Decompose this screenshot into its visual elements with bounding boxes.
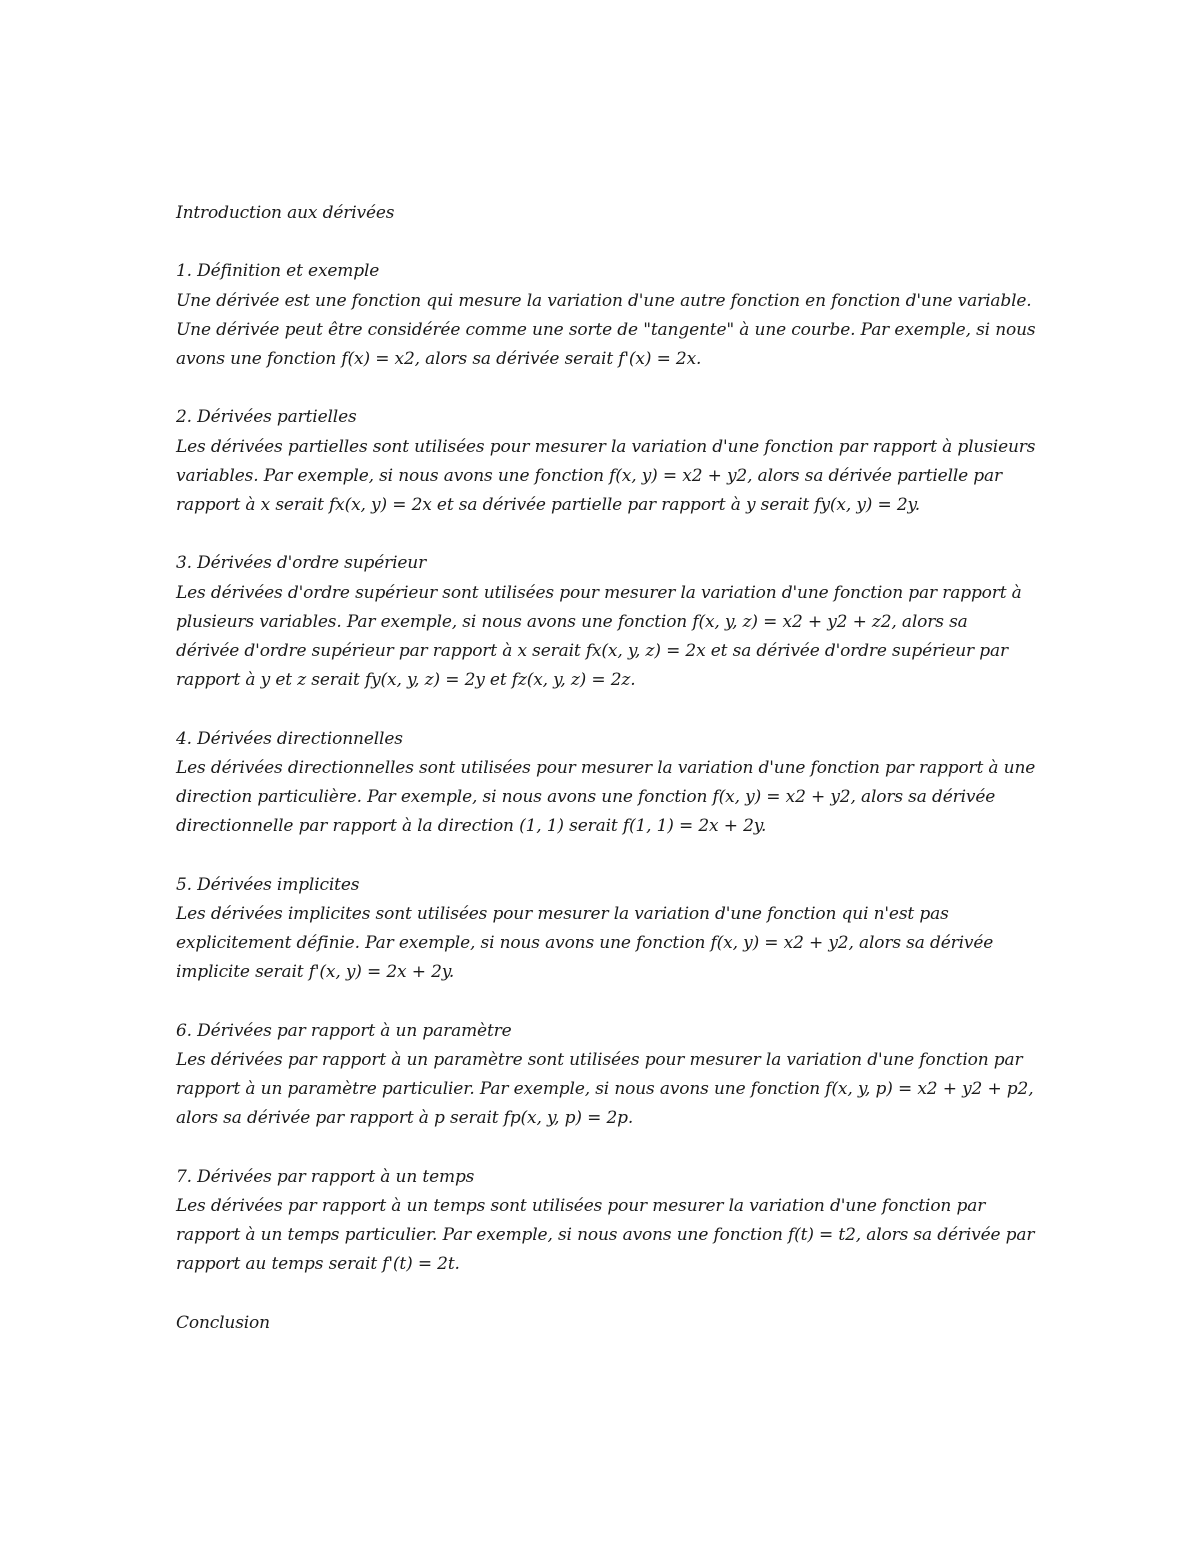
- document-title: Introduction aux dérivées: [176, 203, 395, 223]
- section-body: Les dérivées implicites sont utilisées pour mesurer la variation d'une fonction qui n'est pas explicitement définie. Par exemple, si nous avons une fonction f(x, y) = x2 + y2, alors sa dérivée implicite serait f'(x, y) = 2x + 2y.: [176, 903, 994, 983]
- section-time: [176, 1163, 1036, 1280]
- section-definition: [176, 257, 1036, 374]
- section-partial-derivatives: [176, 403, 1036, 520]
- section-heading: 5. Dérivées implicites: [176, 874, 360, 895]
- section-heading: 1. Définition et exemple: [176, 261, 380, 282]
- section-heading: 6. Dérivées par rapport à un paramètre: [176, 1020, 512, 1041]
- conclusion-heading: Conclusion: [176, 1312, 270, 1333]
- document-content: [176, 199, 1036, 1338]
- section-body: Les dérivées directionnelles sont utilisées pour mesurer la variation d'une fonction par rapport à une direction particulière. Par exemple, si nous avons une fonction f(x, y) = x2 + y2, alors sa dérivée directionnelle par rapport à la direction (1, 1) serait f(1, 1) = 2x + 2y.: [176, 757, 1036, 837]
- section-heading: 7. Dérivées par rapport à un temps: [176, 1166, 475, 1187]
- section-implicit: [176, 871, 1036, 988]
- section-parameter: [176, 1017, 1036, 1134]
- section-heading: 3. Dérivées d'ordre supérieur: [176, 553, 427, 574]
- section-heading: 2. Dérivées partielles: [176, 407, 357, 428]
- section-body: Les dérivées partielles sont utilisées pour mesurer la variation d'une fonction par rapport à plusieurs variables. Par exemple, si nous avons une fonction f(x, y) = x2 + y2, alors sa dérivée partielle par rapport à x serait fx(x, y) = 2x et sa dérivée partielle par rapport à y serait fy(x, y) = 2y.: [176, 436, 1036, 515]
- section-heading: 4. Dérivées directionnelles: [176, 728, 403, 749]
- section-higher-order: [176, 549, 1036, 695]
- section-body: Les dérivées d'ordre supérieur sont utilisées pour mesurer la variation d'une fonction par rapport à plusieurs variables. Par exemple, si nous avons une fonction f(x, y, z) = x2 + y2 + z2, alors sa dérivée d'ordre supérieur par rapport à x serait fx(x, y, z) = 2x et sa dérivée d'ordre supérieur par rapport à y et z serait fy(x, y, z) = 2y et fz(x, y, z) = 2z.: [176, 582, 1022, 691]
- section-body: Les dérivées par rapport à un paramètre sont utilisées pour mesurer la variation d'une fonction par rapport à un paramètre particulier. Par exemple, si nous avons une fonction f(x, y, p) = x2 + y2 + p2, alors sa dérivée par rapport à p serait fp(x, y, p) = 2p.: [176, 1049, 1034, 1129]
- section-directional: [176, 725, 1036, 842]
- section-body: Les dérivées par rapport à un temps sont utilisées pour mesurer la variation d'une fonction par rapport à un temps particulier. Par exemple, si nous avons une fonction f(t) = t2, alors sa dérivée par rapport au temps serait f'(t) = 2t.: [176, 1195, 1035, 1275]
- section-body: Une dérivée est une fonction qui mesure la variation d'une autre fonction en fonction d'une variable. Une dérivée peut être considérée comme une sorte de "tangente" à une courbe. Par exemple, si nous avons une fonction f(x) = x2, alors sa dérivée serait f'(x) = 2x.: [176, 290, 1036, 369]
